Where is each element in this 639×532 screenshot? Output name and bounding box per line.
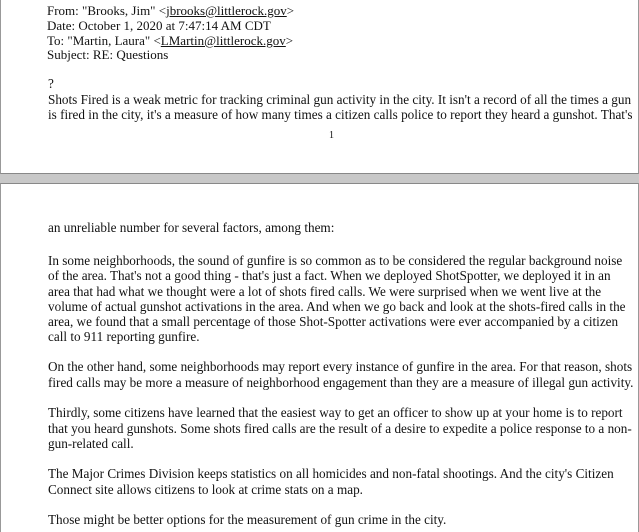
question-mark-line: ?: [48, 76, 54, 91]
body-line: area, we found that a small percentage of those Shot-Spotter activations were ever accompanied by a citizen: [48, 314, 619, 329]
body-line: gun-related call.: [48, 436, 134, 451]
document-page-1: [0, 0, 639, 174]
from-email-link[interactable]: jbrooks@littlerock.gov: [166, 3, 287, 18]
body-line: area that had what we thought were a lot of shots fired calls. We were surprised when we went live at the: [48, 284, 602, 299]
email-to-line: To: "Martin, Laura" <LMartin@littlerock.gov>: [47, 33, 294, 48]
body-line: In some neighborhoods, the sound of gunfire is so common as to be considered the regular background noise: [48, 253, 623, 268]
body-line: Those might be better options for the measurement of gun crime in the city.: [48, 512, 447, 527]
body-line: fired calls may be more a measure of neighborhood engagement than they are a measure of illegal gun activity.: [48, 375, 634, 390]
body-line: Connect site allows citizens to look at crime stats on a map.: [48, 482, 363, 497]
page-number: 1: [329, 130, 334, 141]
document-page-2: [0, 183, 639, 532]
email-date-line: Date: October 1, 2020 at 7:47:14 AM CDT: [47, 18, 271, 33]
to-email-link[interactable]: LMartin@littlerock.gov: [160, 33, 286, 48]
body-line: volume of actual gunshot activations in the area. And when we go back and look at the shots-fired calls in the: [48, 299, 626, 314]
body-line: The Major Crimes Division keeps statistics on all homicides and non-fatal shootings. And the city's Citizen: [48, 466, 614, 481]
email-subject-line: Subject: RE: Questions: [47, 47, 169, 62]
body-line: Thirdly, some citizens have learned that the easiest way to get an officer to show up at your home is to report: [48, 405, 623, 420]
body-line: of the area. That's not a good thing - that's just a fact. When we deployed ShotSpotter, we deployed it in an: [48, 268, 611, 283]
body-line: Shots Fired is a weak metric for tracking criminal gun activity in the city. It isn't a record of all the times a gun: [48, 92, 632, 107]
email-from-line: From: "Brooks, Jim" <jbrooks@littlerock.gov>: [47, 3, 295, 18]
body-line: is fired in the city, it's a measure of how many times a citizen calls police to report they heard a gunshot. That's: [48, 107, 633, 122]
intro-line: an unreliable number for several factors, among them:: [48, 220, 335, 235]
body-line: On the other hand, some neighborhoods may report every instance of gunfire in the area. For that reason, shots: [48, 359, 633, 374]
body-line: call to 911 reporting gunfire.: [48, 329, 200, 344]
body-line: that you heard gunshots. Some shots fired calls are the result of a desire to expedite a police response to a non-: [48, 421, 632, 436]
